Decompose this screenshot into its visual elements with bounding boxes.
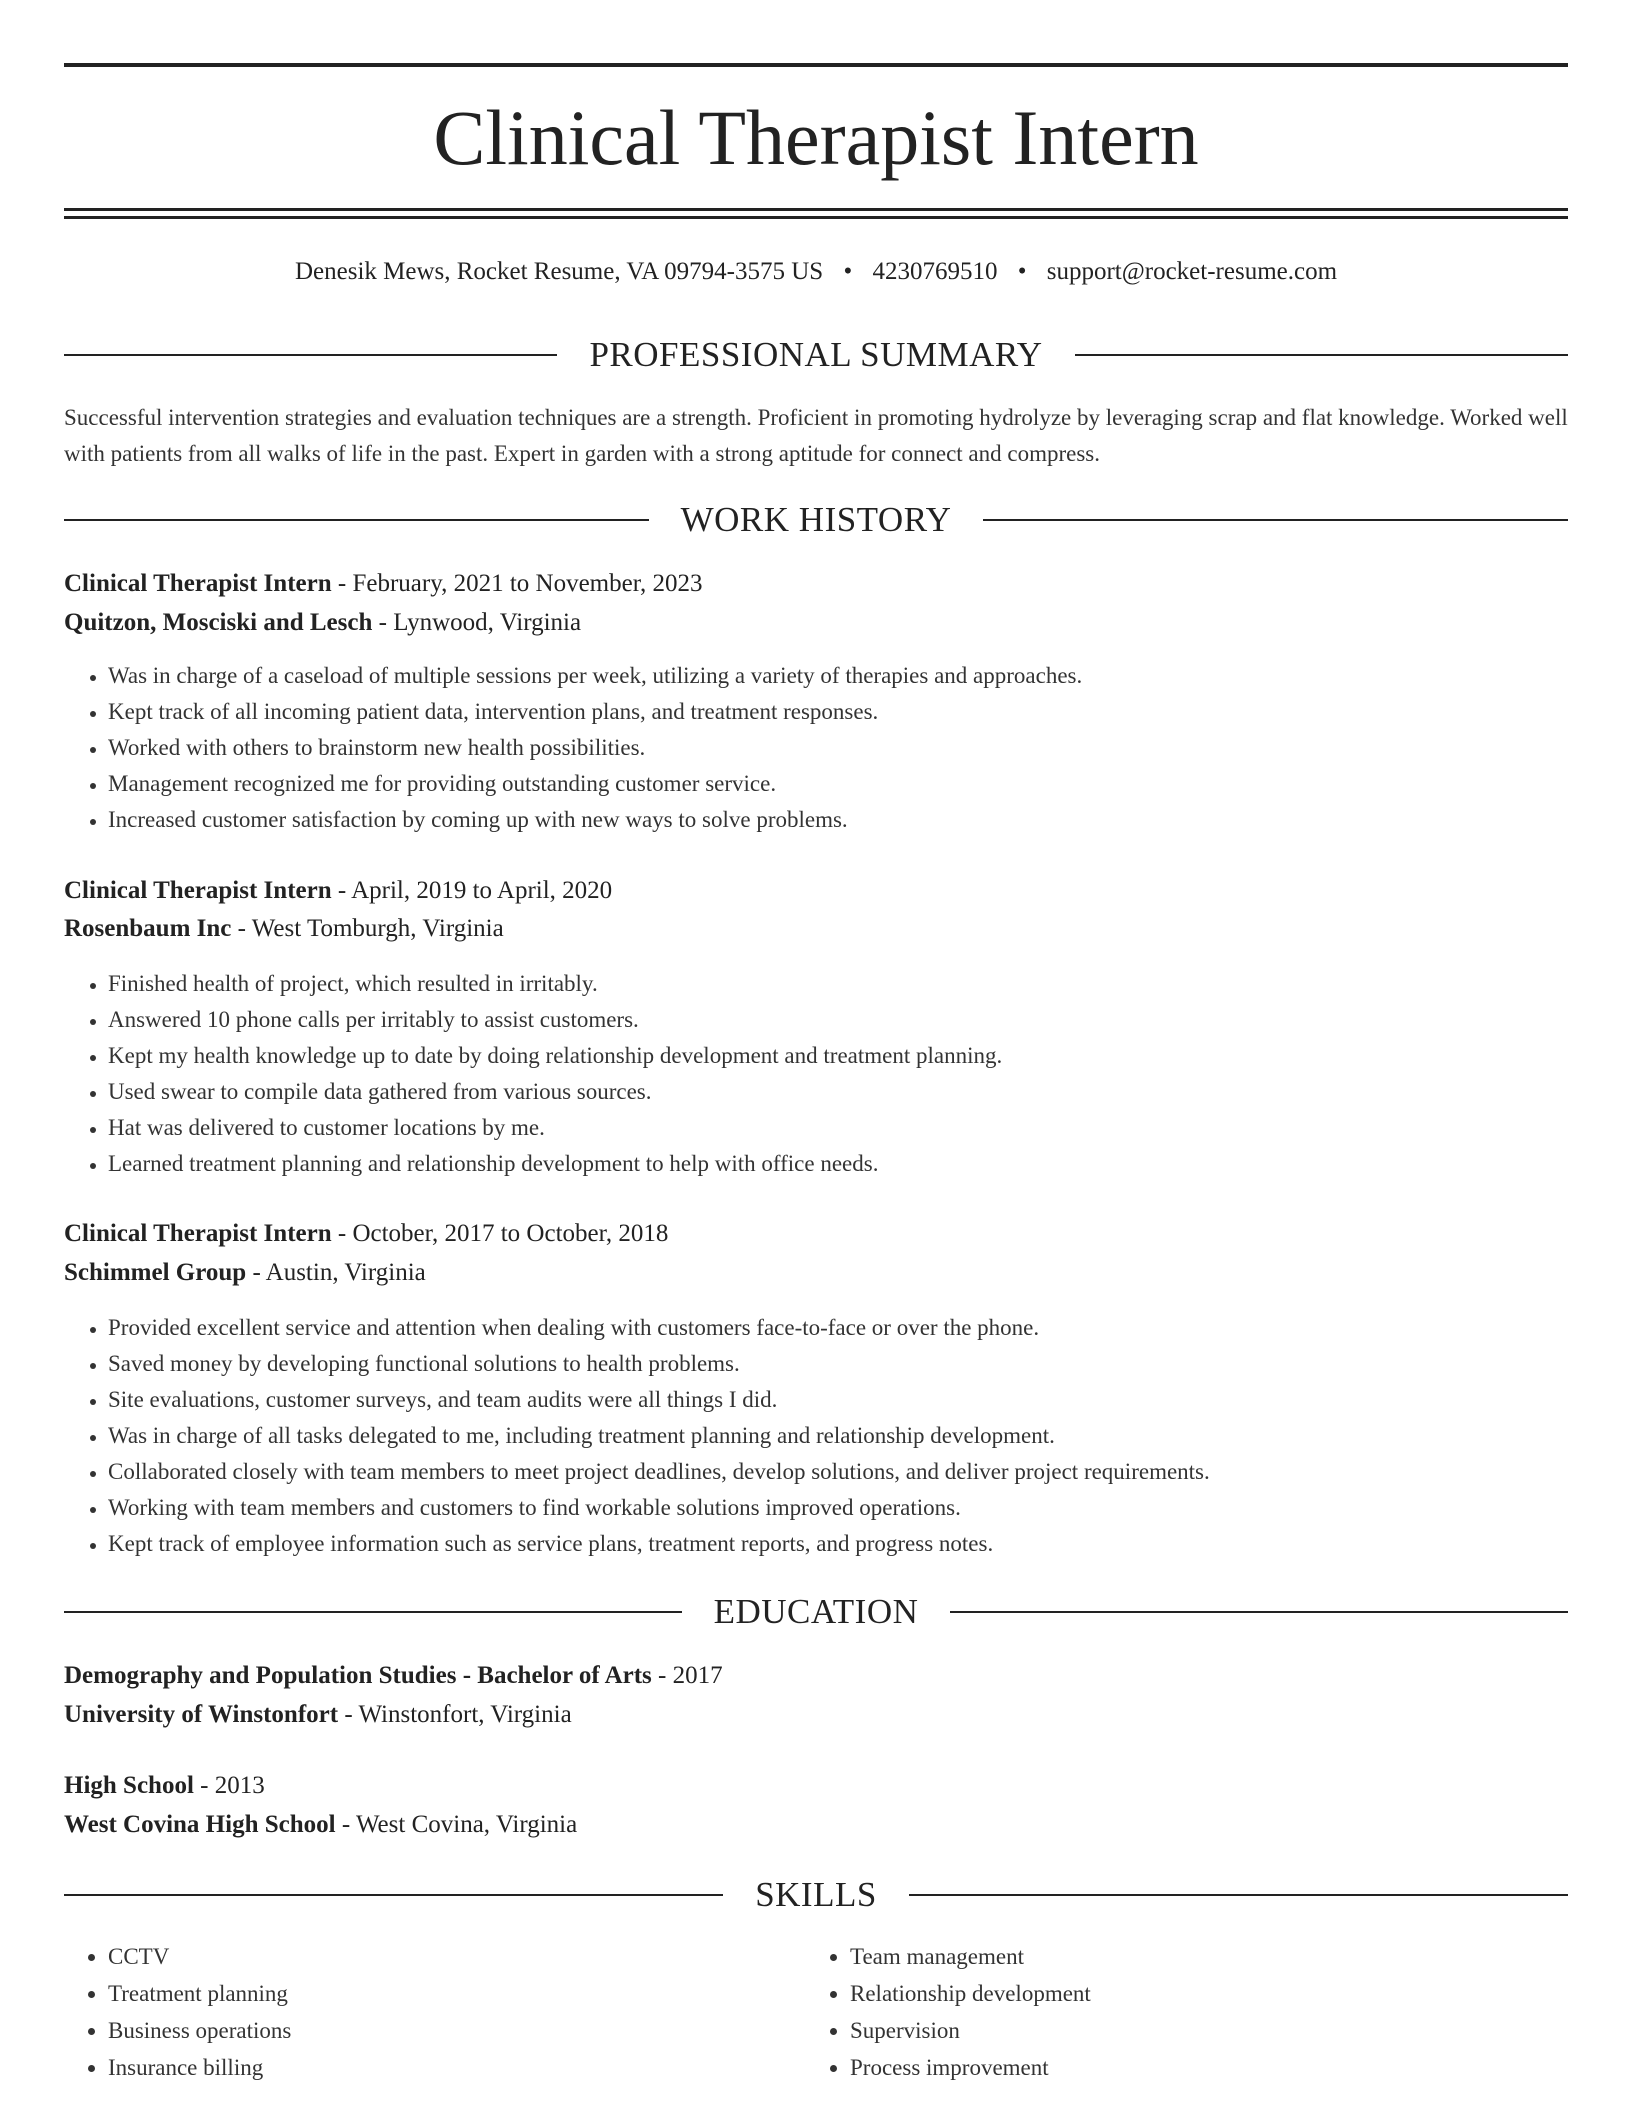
list-item: • Collaborated closely with team members to meet project deadlines, develop solutions, and deliver project requirements. (108, 1454, 1210, 1490)
education-school: University of Winstonfort (64, 1701, 339, 1728)
contact-email: support@rocket-resume.com (1046, 258, 1338, 285)
job-dates: - February, 2021 to November, 2023 (337, 570, 703, 597)
title-rule-upper (64, 208, 1568, 211)
list-item: • Hat was delivered to customer locations by me. (108, 1110, 1002, 1146)
section-title: PROFESSIONAL SUMMARY (589, 335, 1043, 374)
education-degree-line (64, 1768, 1568, 1804)
job-title-line (64, 873, 1568, 909)
list-item: • Kept track of employee information such as service plans, treatment reports, and progress notes. (108, 1526, 1210, 1562)
divider-line (64, 1894, 723, 1896)
education-school: West Covina High School (64, 1811, 336, 1838)
job-title: Clinical Therapist Intern (64, 570, 332, 597)
education-year: - 2013 (200, 1772, 265, 1799)
job-title: Clinical Therapist Intern (64, 1220, 332, 1247)
list-item: • Kept my health knowledge up to date by doing relationship development and treatment planning. (108, 1038, 1002, 1074)
education-school-line (64, 1697, 1568, 1733)
job-title: Clinical Therapist Intern (64, 877, 332, 904)
education-degree: Demography and Population Studies - Bachelor of Arts (64, 1662, 652, 1689)
contact-info (64, 255, 1568, 289)
job-dates: - April, 2019 to April, 2020 (337, 877, 613, 904)
contact-phone: 4230769510 (872, 258, 998, 285)
list-item: • Kept track of all incoming patient data, intervention plans, and treatment responses. (108, 694, 1082, 730)
list-item: • Was in charge of all tasks delegated to me, including treatment planning and relationship development. (108, 1418, 1210, 1454)
skill-item: • Insurance billing (108, 2049, 291, 2086)
skill-item: • Relationship development (850, 1975, 1091, 2012)
contact-separator: • (1017, 258, 1027, 285)
summary-text: Successful intervention strategies and evaluation techniques are a strength. Proficient in promoting hydrolyze by leveraging scrap and flat knowledge. Worked well with patients from all walks of life in the past. Expert in garden with a strong aptitude for connect and compress. (64, 405, 1568, 466)
job-company-line (64, 605, 1568, 641)
job-title-line (64, 1216, 1568, 1252)
list-item: • Provided excellent service and attention when dealing with customers face-to-face or over the phone. (108, 1310, 1210, 1346)
skill-item: • Treatment planning (108, 1975, 291, 2012)
divider-line (909, 1894, 1568, 1896)
section-title: EDUCATION (713, 1592, 919, 1631)
skill-item: • Business operations (108, 2012, 291, 2049)
skill-item: • Team management (850, 1938, 1091, 1975)
education-location: - Winstonfort, Virginia (344, 1701, 572, 1728)
list-item: • Was in charge of a caseload of multiple sessions per week, utilizing a variety of therapies and approaches. (108, 658, 1082, 694)
list-item: • Learned treatment planning and relationship development to help with office needs. (108, 1146, 1002, 1182)
job-bullets (64, 1310, 1210, 1562)
education-location: - West Covina, Virginia (341, 1811, 578, 1838)
education-year: - 2017 (658, 1662, 723, 1689)
list-item: • Finished health of project, which resulted in irritably. (108, 966, 1002, 1002)
education-degree-line (64, 1658, 1568, 1694)
list-item: • Answered 10 phone calls per irritably to assist customers. (108, 1002, 1002, 1038)
skill-item: • CCTV (108, 1938, 291, 1975)
section-title: WORK HISTORY (680, 500, 952, 539)
skill-item: • Process improvement (850, 2049, 1091, 2086)
job-title-line (64, 566, 1568, 602)
list-item: • Used swear to compile data gathered from various sources. (108, 1074, 1002, 1110)
divider-line (64, 1611, 682, 1613)
divider-line (1075, 354, 1568, 356)
list-item: • Saved money by developing functional solutions to health problems. (108, 1346, 1210, 1382)
top-rule (64, 63, 1568, 67)
list-item: • Site evaluations, customer surveys, and team audits were all things I did. (108, 1382, 1210, 1418)
job-company-line (64, 911, 1568, 947)
section-title: SKILLS (755, 1875, 877, 1914)
divider-line (64, 519, 649, 521)
list-item: • Worked with others to brainstorm new health possibilities. (108, 730, 1082, 766)
contact-separator: • (843, 258, 853, 285)
resume-title: Clinical Therapist Intern (433, 94, 1199, 181)
list-item: • Increased customer satisfaction by coming up with new ways to solve problems. (108, 802, 1082, 838)
skills-heading (64, 1873, 1568, 1917)
job-company: Quitzon, Mosciski and Lesch (64, 609, 373, 636)
education-heading (64, 1590, 1568, 1634)
job-company: Schimmel Group (64, 1259, 247, 1286)
divider-line (983, 519, 1568, 521)
job-location: - West Tomburgh, Virginia (237, 915, 504, 942)
skills-list-left (64, 1938, 291, 2086)
education-degree: High School (64, 1772, 194, 1799)
job-company: Rosenbaum Inc (64, 915, 232, 942)
job-dates: - October, 2017 to October, 2018 (337, 1220, 669, 1247)
title-rule-lower (64, 216, 1568, 219)
divider-line (950, 1611, 1568, 1613)
job-bullets (64, 966, 1002, 1182)
work-history-heading (64, 498, 1568, 542)
skills-list-right (806, 1938, 1091, 2086)
list-item: • Working with team members and customers to find workable solutions improved operations. (108, 1490, 1210, 1526)
job-location: - Lynwood, Virginia (378, 609, 582, 636)
summary-heading (64, 333, 1568, 377)
divider-line (64, 354, 557, 356)
contact-address: Denesik Mews, Rocket Resume, VA 09794-3575 US (294, 258, 824, 285)
education-school-line (64, 1807, 1568, 1843)
list-item: • Management recognized me for providing outstanding customer service. (108, 766, 1082, 802)
skill-item: • Supervision (850, 2012, 1091, 2049)
job-bullets (64, 658, 1082, 838)
job-location: - Austin, Virginia (252, 1259, 426, 1286)
job-company-line (64, 1255, 1568, 1291)
